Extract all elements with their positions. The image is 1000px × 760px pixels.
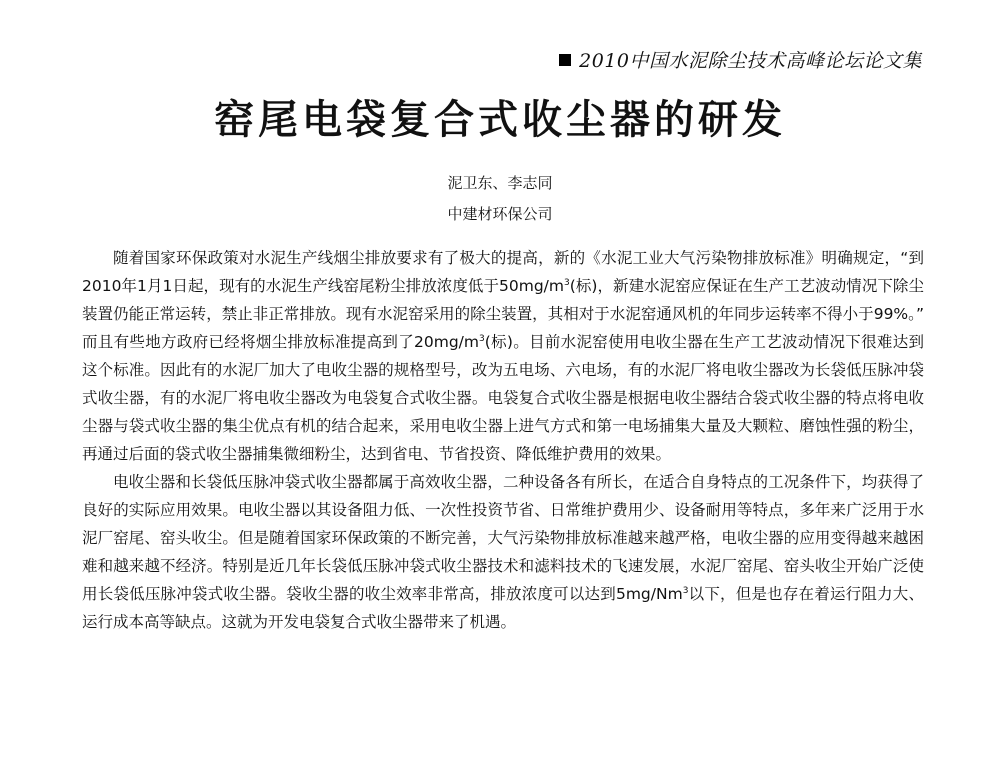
superscript: 3 [479, 333, 485, 344]
affiliation: 中建材环保公司 [447, 205, 553, 223]
paper-body [82, 244, 924, 636]
collection-title: 2010中国水泥除尘技术高峰论坛论文集 [579, 50, 922, 72]
text-segment: 以下，但是也存在着运行阻力大、运行成本高等缺点。这就为开发电袋复合式收尘器带来了机遇。 [82, 585, 924, 631]
paper-title: 窑尾电袋复合式收尘器的研发 [214, 97, 786, 143]
collection-header [559, 46, 922, 73]
paragraph-1 [82, 244, 924, 468]
square-bullet-icon [559, 54, 571, 66]
text-segment: (标)。目前水泥窑使用电收尘器在生产工艺波动情况下很难达到这个标准。因此有的水泥厂加大了电收尘器的规格型号，改为五电场、六电场，有的水泥厂将电收尘器改为长袋低压脉冲袋式收尘器，有的水泥厂将电收尘器改为电袋复合式收尘器。电袋复合式收尘器是根据电收尘器结合袋式收尘器的特点将电收尘器与袋式收尘器的集尘优点有机的结合起来，采用电收尘器上进气方式和第一电场捕集大量及大颗粒、磨蚀性强的粉尘，再通过后面的袋式收尘器捕集微细粉尘，达到省电、节省投资、降低维护费用的效果。 [82, 333, 925, 463]
superscript: 3 [563, 277, 570, 288]
text-segment: 电收尘器和长袋低压脉冲袋式收尘器都属于高效收尘器，二种设备各有所长，在适合自身特点的工况条件下，均获得了良好的实际应用效果。电收尘器以其设备阻力低、一次性投资节省、日常维护费用少、设备耐用等特点，多年来广泛用于水泥厂窑尾、窑头收尘。但是随着国家环保政策的不断完善，大气污染物排放标准越来越严格，电收尘器的应用变得越来越困难和越来越不经济。特别是近几年长袋低压脉冲袋式收尘器技术和滤料技术的飞速发展，水泥厂窑尾、窑头收尘开始广泛使用长袋低压脉冲袋式收尘器。袋收尘器的收尘效率非常高，排放浓度可以达到5mg/Nm [82, 473, 924, 603]
text-segment: (标)，新建水泥窑应保证在生产工艺波动情况下除尘装置仍能正常运转，禁止非正常排放。现有水泥窑采用的除尘装置，其相对于水泥窑通风机的年同步运转率不得小于99%。” 而且有些地方政府已经将烟尘排放标准提高到了20mg/m [82, 277, 924, 351]
superscript: 3 [682, 585, 689, 596]
paragraph-2 [82, 468, 924, 636]
authors: 泥卫东、李志同 [447, 174, 553, 192]
text-segment: 随着国家环保政策对水泥生产线烟尘排放要求有了极大的提高，新的《水泥工业大气污染物排放标准》明确规定，“到2010年1月1日起，现有的水泥生产线窑尾粉尘排放浓度低于50mg/m [82, 249, 924, 295]
